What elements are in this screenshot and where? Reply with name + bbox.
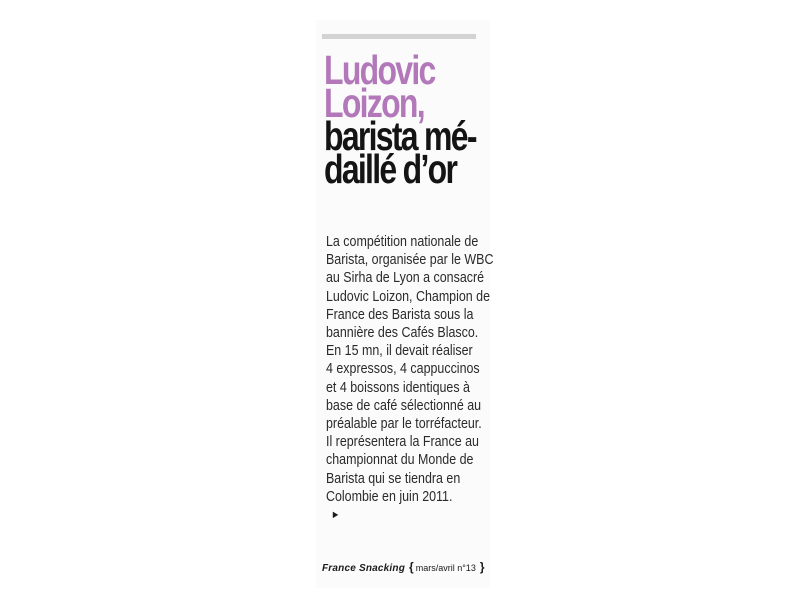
end-of-article-icon: ►: [330, 509, 341, 522]
body-line-last-text: Colombie en juin 2011.: [326, 487, 453, 505]
article-body: [326, 233, 493, 524]
issue-number: mars/avril n°13: [415, 563, 476, 573]
body-line: au Sirha de Lyon a consacré: [326, 269, 485, 287]
body-line: et 4 boissons identiques à: [326, 378, 470, 396]
page-footer: [322, 560, 487, 576]
article-headline: [324, 47, 476, 192]
body-line: bannière des Cafés Blasco.: [326, 324, 479, 342]
body-line: La compétition nationale de: [326, 233, 479, 250]
body-line: En 15 mn, il devait réaliser: [326, 342, 473, 360]
body-line: Il représentera la France au: [326, 433, 479, 451]
body-line: championnat du Monde de: [326, 451, 474, 469]
headline-name-line-1: Ludovic: [324, 47, 435, 93]
headline-subtitle-line-2: daillé d’or: [324, 146, 457, 192]
footer-brace-open: {: [409, 560, 414, 574]
body-line: Barista, organisée par le WBC: [326, 251, 494, 269]
headline-name-line-2: Loizon,: [324, 80, 424, 126]
body-line: France des Barista sous la: [326, 305, 474, 323]
body-line: préalable par le torréfacteur.: [326, 415, 482, 433]
body-line: 4 expressos, 4 cappuccinos: [326, 360, 480, 378]
top-rule: [322, 34, 476, 39]
body-line-last: [326, 488, 493, 524]
headline-subtitle-line-1: barista mé-: [324, 113, 476, 159]
body-line: base de café sélectionné au: [326, 396, 482, 414]
body-line: Barista qui se tiendra en: [326, 469, 461, 487]
footer-brace-close: }: [479, 560, 485, 574]
body-line: Ludovic Loizon, Champion de: [326, 287, 491, 305]
magazine-name: France Snacking: [322, 563, 406, 574]
